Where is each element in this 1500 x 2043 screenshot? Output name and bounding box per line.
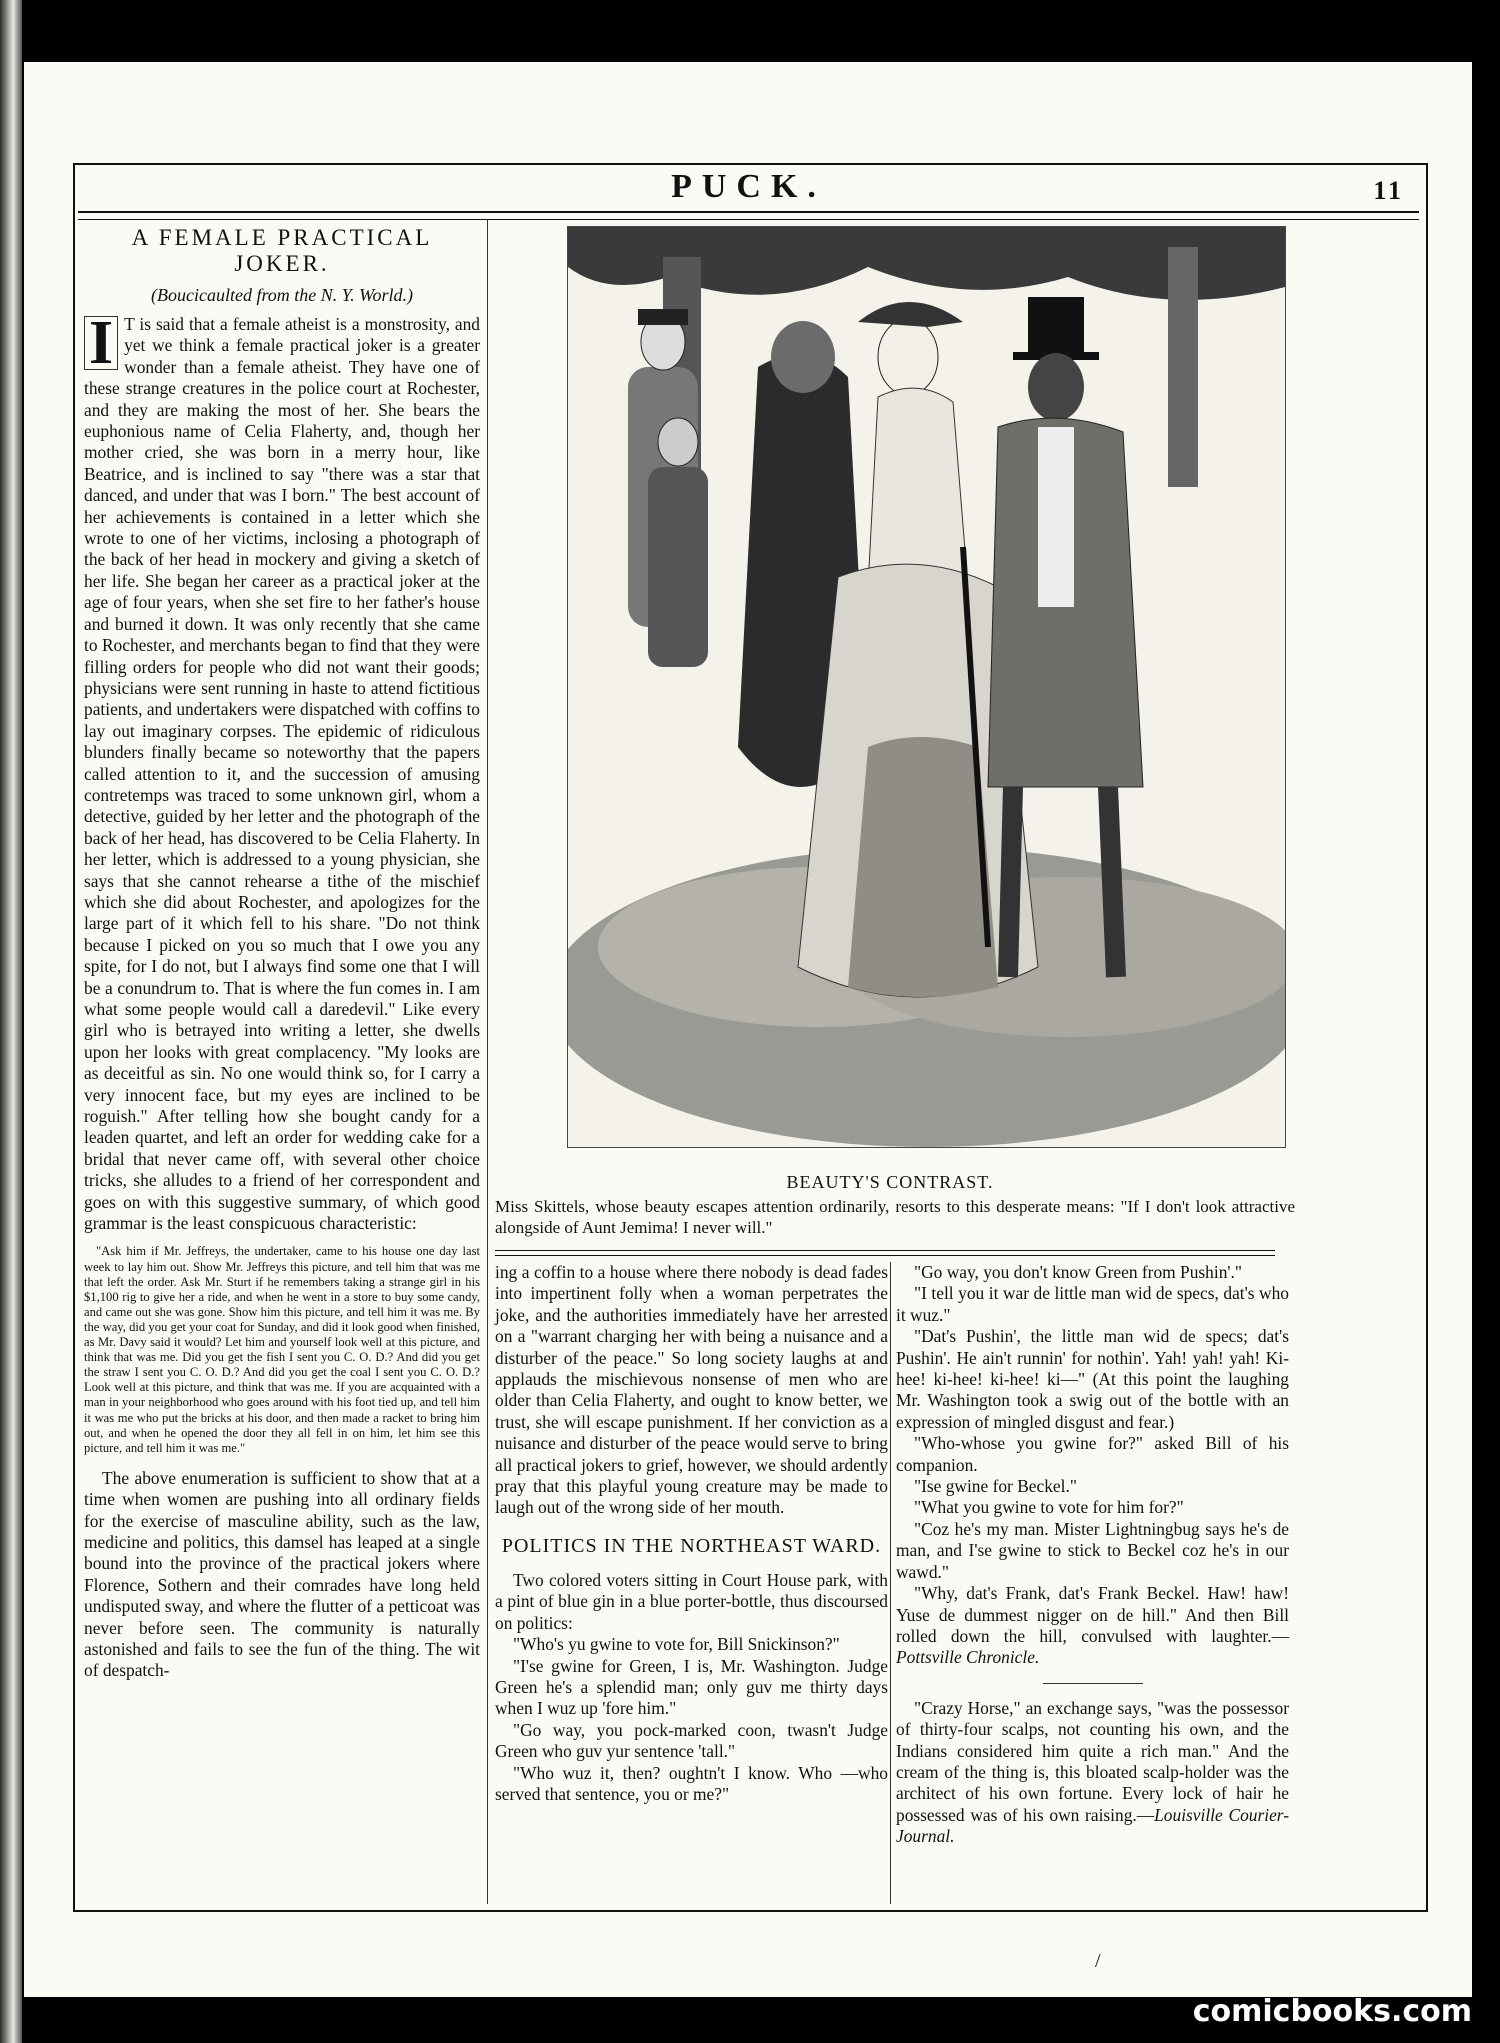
engraving-illustration <box>568 227 1285 1147</box>
politics-dialogue: "Go way, you pock-marked coon, twasn't Judge Green who guv yur sentence 'tall." <box>495 1719 888 1762</box>
illustration-caption: Miss Skittels, whose beauty escapes attention ordinarily, resorts to this desperate means: "If I don't look attractive alongside of Aunt Jemima! I never will." <box>495 1197 1295 1237</box>
caption-rule <box>495 1250 1275 1256</box>
crazy-horse-item <box>896 1698 1289 1848</box>
politics-dialogue-text: "Why, dat's Frank, dat's Frank Beckel. Haw! haw! Yuse de dummest nigger on de hill." And then Bill rolled down the hill, convulsed with laughter.— <box>896 1583 1289 1646</box>
article-title: A FEMALE PRACTICAL JOKER. <box>131 225 433 276</box>
drop-cap: I <box>84 316 118 370</box>
politics-dialogue: "Who's yu gwine to vote for, Bill Snickinson?" <box>513 1634 840 1655</box>
book-spine-edge <box>0 0 22 2043</box>
masthead <box>73 168 1424 212</box>
header-rule <box>78 211 1419 220</box>
column-middle <box>495 1262 888 1805</box>
politics-dialogue: "Go way, you don't know Green from Pushin'." <box>914 1262 1242 1282</box>
politics-dialogue: "Who wuz it, then? oughtn't I know. Who —who served that sentence, you or me?" <box>495 1762 888 1804</box>
politics-dialogue: "I'se gwine for Green, I is, Mr. Washington. Judge Green he's a splendid man; only guv me thirty days when I wuz up 'fore him." <box>495 1655 888 1719</box>
politics-paragraph: Two colored voters sitting in Court House park, with a pint of blue gin in a blue porter-bottle, thus discoursed on politics: <box>495 1569 888 1633</box>
article-subtitle: (Boucicaulted from the N. Y. World.) <box>151 285 413 305</box>
politics-dialogue: "Coz he's my man. Mister Lightningbug says he's de man, and I'se gwine to stick to Beckel coz he's in our wawd." <box>896 1518 1289 1582</box>
politics-dialogue: "Dat's Pushin', the little man wid de specs; dat's Pushin'. He ain't runnin' for nothin'. Yah! yah! yah! Ki-hee! ki-hee! ki-hee! ki—" (At this point the laughing Mr. Washington took a swig out of the bottle with an expression of mingled disgust and fear.) <box>896 1326 1289 1432</box>
politics-dialogue: "Ise gwine for Beckel." <box>914 1476 1077 1497</box>
article-paragraph-text: T is said that a female atheist is a monstrosity, and yet we think a female practical joker is a greater wonder than a female atheist. They have one of these strange creatures in the police court at Rochester, and they are making the most of her. She bears the euphonious name of Celia Flaherty, and, though her mother cried, she was born in a merry hour, like Beatrice, and is inclined to say "there was a star that danced, and under that was I born." The best account of her achievements is contained in a letter which she wrote to one of her victims, inclosing a photograph of the back of her head in mockery and giving a sketch of her life. She began her career as a practical joker at the age of four years, when she set fire to her father's house and burned it down. It was only recently that she came to Rochester, and merchants began to find that they were filling orders for people who did not want their goods; physicians were sent running in haste to attend fictitious patients, and undertakers were dispatched with coffins to lay out imaginary corpses. The epidemic of ridiculous blunders finally became so noteworthy that the papers called attention to it, and the succession of amusing contretemps was traced to some unknown girl, whom a detective, guided by her letter and the photograph of the back of her head, has discovered to be Celia Flaherty. In her letter, which is addressed to a young physician, she says that she cannot rehearse a tithe of the mischief which she did about Rochester, and apologizes for the large part of it which fell to his share. "Do not think because I picked on you so much that I owe you any spite, for I do not, but I always find some one that I will be a conundrum to. That is where the fun comes in. I am what some people would call a daredevil." Like every girl who is betrayed into writing a letter, she dwells upon her looks with great complacency. "My looks are as deceitful as sin. No one would think so, for I carry a very innocent face, but my eyes are inclined to be roguish." After telling how she bought candy for a leaden quartet, and left an order for wedding cake for a bridal that never came off, with several other choice tricks, she alludes to a friend of her correspondent and goes on with this suggestive summary, of which good grammar is the least conspicuous characteristic: <box>84 314 480 1234</box>
crazy-horse-text: "Crazy Horse," an exchange says, "was the possessor of thirty-four scalps, not counting his own, and the Indians considered him quite a rich man." And the cream of the thing is, this bloated scalp-holder was the architect of his own fortune. Every lock of hair he possessed was of his own raising.— <box>896 1697 1289 1825</box>
politics-dialogue <box>896 1583 1289 1669</box>
separator-rule <box>1043 1683 1143 1684</box>
politics-article-title: POLITICS IN THE NORTHEAST WARD. <box>501 1534 882 1557</box>
column-divider-right <box>890 1262 891 1904</box>
politics-dialogue: "Who-whose you gwine for?" asked Bill of his companion. <box>896 1433 1289 1475</box>
source-credit: Louisville Courier-Journal. <box>896 1804 1289 1847</box>
source-credit: Pottsville Chronicle. <box>896 1647 1040 1668</box>
illustration-beautys-contrast <box>567 226 1286 1148</box>
page-number: 11 <box>1373 176 1404 205</box>
letter-quote: "Ask him if Mr. Jeffreys, the undertaker, came to his house one day last week to lay him out. Show Mr. Jeffreys this picture, and tell him that was me that left the order. Ask Mr. Sturt if he remembers taking a strange girl in his $1,100 rig to give her a ride, and when he went in a store to buy some candy, and came out she was gone. Show him this picture, and tell him it was me. By the way, did you get your coat for Sunday, and did it look good when finished, as Mr. Davy said it would? Let him and yourself look well at this picture, and think that was me. Did you get the fish I sent you C. O. D.? And did you get the straw I sent you C. O. D.? And did you get the coal I sent you C. O. D.? Look well at this picture, and think that was me. If you are acquainted with a man in your neighborhood who goes around with his foot tied up, and tell him it was me who put the bricks at his door, and then made a racket to bring him out, and when he opened the door they all fell in on him, let him see this picture, and tell him it was me." <box>84 1244 480 1455</box>
article-paragraph <box>84 309 480 1234</box>
article-continuation: ing a coffin to a house where there nobody is dead fades into impertinent folly when a woman perpetrates the joke, and the authorities immediately have her arrested on a "warrant charging her with being a nuisance and a disturber of the peace." So long society laughs at and applauds the mischievous nonsense of men who are older than Celia Flaherty, and ought to know better, we trust, she will escape punishment. If her conviction as a nuisance and disturber of the peace would serve to bring all practical jokers to grief, however, we should ardently pray that this playful young creature may be made to laugh out of the wrong side of her mouth. <box>495 1262 888 1518</box>
article-female-practical-joker <box>84 225 480 1682</box>
printer-mark: / <box>1095 1950 1101 1972</box>
politics-dialogue: "I tell you it war de little man wid de specs, dat's who it wuz." <box>896 1283 1289 1325</box>
column-divider-left <box>487 219 488 1904</box>
illustration-caption-title: BEAUTY'S CONTRAST. <box>786 1172 994 1192</box>
politics-dialogue: "What you gwine to vote for him for?" <box>914 1497 1184 1518</box>
masthead-title: PUCK. <box>671 168 826 205</box>
watermark: comicbooks.com <box>1192 1994 1472 2029</box>
article-paragraph-2: The above enumeration is sufficient to show that at a time when women are pushing into all ordinary fields for the exercise of masculine ability, such as the law, medicine and politics, this damsel has leaped at a single bound into the province of the practical jokers where Florence, Sothern and their comrades have long held undisputed sway, and where the flutter of a petticoat was never before seen. The community is naturally astonished and fails to see the fun of the thing. The wit of despatch- <box>84 1467 480 1681</box>
column-right <box>896 1262 1289 1848</box>
